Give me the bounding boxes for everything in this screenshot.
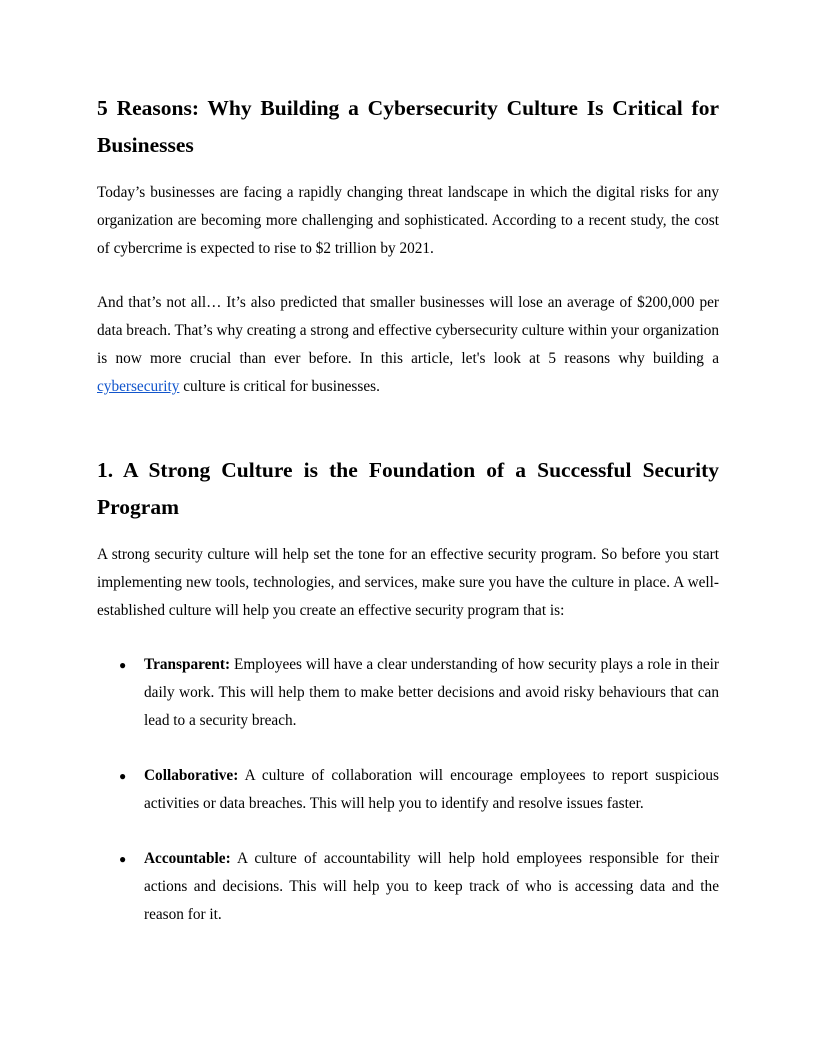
- intro-paragraph-2-text-end: culture is critical for businesses.: [179, 378, 380, 395]
- section-1-bullet-list: [97, 651, 719, 929]
- section-1-heading: 1. A Strong Culture is the Foundation of a Successful Security Program: [97, 458, 719, 519]
- bullet-text: A culture of accountability will help hold employees responsible for their actions and decisions. This will help you to keep track of who is accessing data and the reason for it.: [144, 850, 719, 923]
- bullet-item-transparent: [97, 651, 719, 735]
- document-title: 5 Reasons: Why Building a Cybersecurity Culture Is Critical for Businesses: [97, 96, 719, 157]
- bullet-icon: ●: [119, 658, 127, 672]
- cybersecurity-link[interactable]: cybersecurity: [97, 378, 180, 395]
- intro-paragraph-2-text-start: And that’s not all… It’s also predicted that smaller businesses will lose an average of $200,000 per data breach. That’s why creating a strong and effective cybersecurity culture within your organization is now more crucial than ever before. In this article, let's look at 5 reasons why building a: [97, 294, 719, 367]
- intro-paragraph-2: [97, 289, 719, 401]
- bullet-text: A culture of collaboration will encourage employees to report suspicious activities or data breaches. This will help you to identify and resolve issues faster.: [144, 767, 719, 812]
- bullet-item-accountable: [97, 845, 719, 929]
- intro-paragraph-1: Today’s businesses are facing a rapidly changing threat landscape in which the digital risks for any organization are becoming more challenging and sophisticated. According to a recent study, the cost of cybercrime is expected to rise to $2 trillion by 2021.: [97, 184, 719, 257]
- bullet-term: Transparent:: [144, 656, 231, 673]
- document-page: [97, 90, 719, 956]
- bullet-term: Collaborative:: [144, 767, 239, 784]
- bullet-icon: ●: [119, 852, 127, 866]
- section-1-paragraph: A strong security culture will help set the tone for an effective security program. So before you start implementing new tools, technologies, and services, make sure you have the culture in place. A well-established culture will help you create an effective security program that is:: [97, 546, 719, 619]
- bullet-icon: ●: [119, 769, 127, 783]
- bullet-text: Employees will have a clear understanding of how security plays a role in their daily work. This will help them to make better decisions and avoid risky behaviours that can lead to a security breach.: [144, 656, 719, 729]
- bullet-item-collaborative: [97, 762, 719, 818]
- bullet-term: Accountable:: [144, 850, 231, 867]
